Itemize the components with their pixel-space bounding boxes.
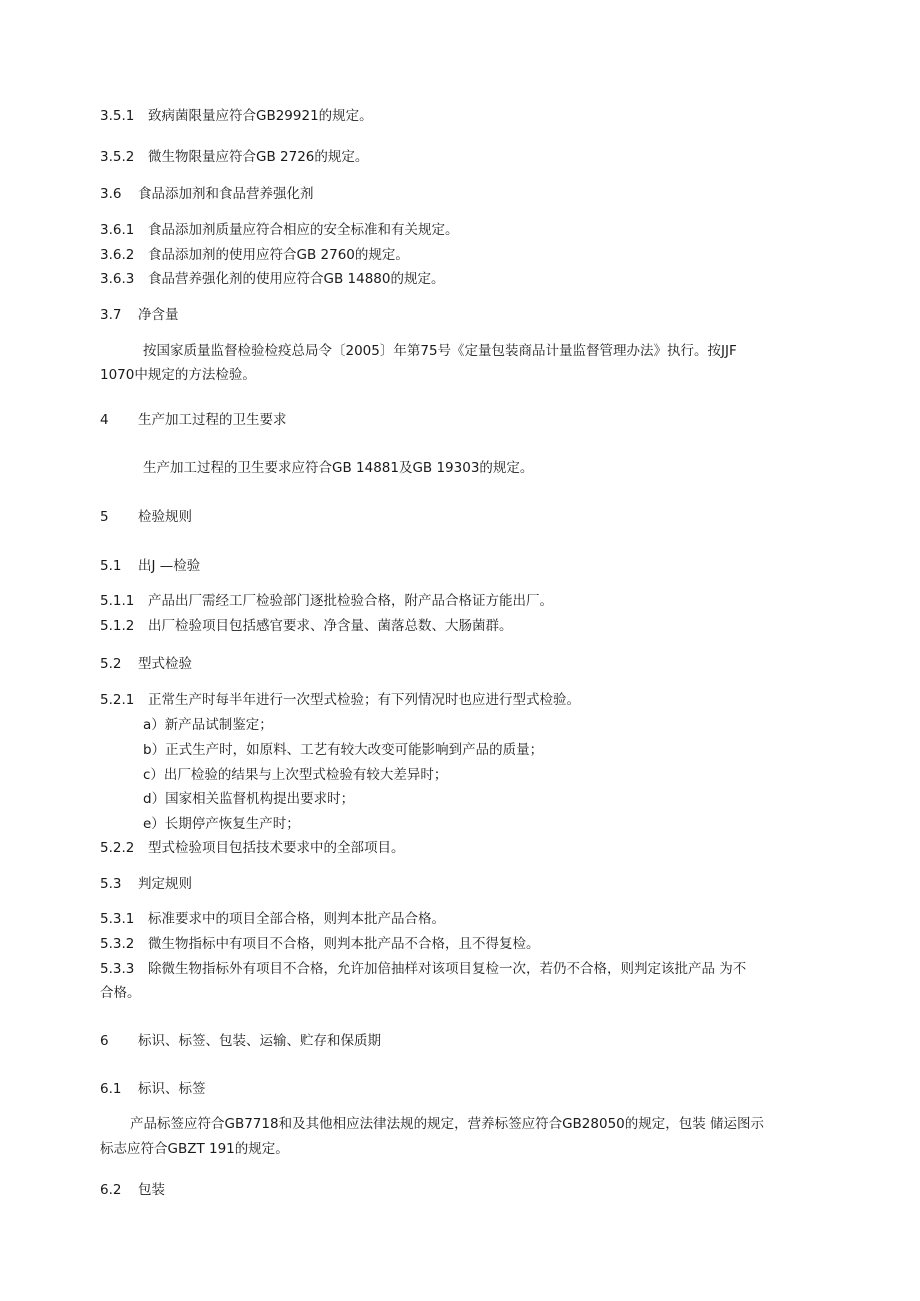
paragraph-6-1-line2: 标志应符合GBZT 191的规定。 <box>100 1141 289 1157</box>
clause-text: 产品出厂需经工厂检验部门逐批检验合格，附产品合格证方能出厂。 <box>148 593 553 609</box>
clause-5-3-3 <box>100 959 746 979</box>
section-5-1-heading <box>100 556 200 576</box>
clause-5-1-1 <box>100 591 553 611</box>
clause-5-3-3-continuation: 合格。 <box>100 985 141 1001</box>
clause-5-3-2 <box>100 934 540 954</box>
section-3-6-heading <box>100 184 314 204</box>
paragraph-6-1-line1: 产品标签应符合GB7718和及其他相应法律法规的规定，营养标签应符合GB28050的规定，包装 储运图示 <box>130 1116 765 1132</box>
clause-5-3-1 <box>100 909 445 929</box>
clause-number: 3.6.1 <box>100 222 135 238</box>
clause-5-2-2 <box>100 838 405 858</box>
section-3-7-heading <box>100 305 179 325</box>
list-item: a）新产品试制鉴定； <box>143 717 273 733</box>
section-title: 食品添加剂和食品营养强化剂 <box>138 186 314 202</box>
section-5-3-heading <box>100 874 192 894</box>
paragraph-3-7-line2: 1070中规定的方法检验。 <box>100 367 256 383</box>
section-title: 包装 <box>138 1182 165 1198</box>
clause-number: 3.6.3 <box>100 271 135 287</box>
section-5-2-heading <box>100 654 192 674</box>
clause-number: 5.3.2 <box>100 936 135 952</box>
clause-5-2-1 <box>100 690 580 710</box>
clause-5-1-2 <box>100 616 513 636</box>
section-number: 5.2 <box>100 656 122 672</box>
clause-text: 食品添加剂质量应符合相应的安全标准和有关规定。 <box>148 222 459 238</box>
clause-number: 3.6.2 <box>100 247 135 263</box>
section-number: 6.1 <box>100 1081 122 1097</box>
list-item: e）长期停产恢复生产时； <box>143 816 300 832</box>
clause-text: 标准要求中的项目全部合格，则判本批产品合格。 <box>148 911 445 927</box>
clause-3-6-2 <box>100 245 409 265</box>
section-6-heading <box>100 1031 381 1051</box>
section-6-2-heading <box>100 1180 165 1200</box>
section-title: 检验规则 <box>138 509 192 525</box>
paragraph-4: 生产加工过程的卫生要求应符合GB 14881及GB 19303的规定。 <box>143 460 534 476</box>
section-number: 4 <box>100 412 109 428</box>
list-item: b）正式生产时，如原料、工艺有较大改变可能影响到产品的质量； <box>143 742 544 758</box>
section-number: 5 <box>100 509 109 525</box>
section-number: 6 <box>100 1033 109 1049</box>
section-number: 3.7 <box>100 307 122 323</box>
clause-text: 微生物指标中有项目不合格，则判本批产品不合格，且不得复检。 <box>148 936 540 952</box>
section-number: 6.2 <box>100 1182 122 1198</box>
list-item: d）国家相关监督机构提出要求时； <box>143 791 355 807</box>
section-number: 5.3 <box>100 876 122 892</box>
clause-text: 型式检验项目包括技术要求中的全部项目。 <box>148 840 405 856</box>
clause-number: 5.2.1 <box>100 692 135 708</box>
clause-text: 食品营养强化剂的使用应符合GB 14880的规定。 <box>148 271 445 287</box>
clause-text: 除微生物指标外有项目不合格，允许加倍抽样对该项目复检一次，若仍不合格，则判定该批产品 为不 <box>148 961 747 977</box>
clause-number: 3.5.1 <box>100 108 135 124</box>
section-number: 5.1 <box>100 558 122 574</box>
section-4-heading <box>100 410 287 430</box>
clause-text: 食品添加剂的使用应符合GB 2760的规定。 <box>148 247 409 263</box>
clause-3-5-1 <box>100 106 373 126</box>
paragraph-3-7-line1: 按国家质量监督检验检疫总局令〔2005〕年第75号《定量包装商品计量监督管理办法》执行。按JJF <box>143 343 737 359</box>
clause-number: 5.2.2 <box>100 840 135 856</box>
clause-text: 正常生产时每半年进行一次型式检验；有下列情况时也应进行型式检验。 <box>148 692 580 708</box>
section-number: 3.6 <box>100 186 122 202</box>
clause-3-6-1 <box>100 220 459 240</box>
section-5-heading <box>100 507 192 527</box>
section-title: 净含量 <box>138 307 179 323</box>
clause-3-6-3 <box>100 269 444 289</box>
clause-number: 5.3.1 <box>100 911 135 927</box>
section-title: 出J —检验 <box>138 558 201 574</box>
section-title: 标识、标签 <box>138 1081 206 1097</box>
clause-number: 5.1.2 <box>100 618 135 634</box>
list-item: c）出厂检验的结果与上次型式检验有较大差异时； <box>143 767 448 783</box>
section-title: 生产加工过程的卫生要求 <box>138 412 287 428</box>
clause-number: 5.1.1 <box>100 593 135 609</box>
clause-text: 致病菌限量应符合GB29921的规定。 <box>148 108 373 124</box>
clause-number: 3.5.2 <box>100 149 135 165</box>
clause-text: 微生物限量应符合GB 2726的规定。 <box>148 149 369 165</box>
section-6-1-heading <box>100 1079 206 1099</box>
clause-3-5-2 <box>100 147 368 167</box>
section-title: 判定规则 <box>138 876 192 892</box>
clause-number: 5.3.3 <box>100 961 135 977</box>
clause-text: 出厂检验项目包括感官要求、净含量、菌落总数、大肠菌群。 <box>148 618 513 634</box>
section-title: 标识、标签、包装、运输、贮存和保质期 <box>138 1033 381 1049</box>
section-title: 型式检验 <box>138 656 192 672</box>
